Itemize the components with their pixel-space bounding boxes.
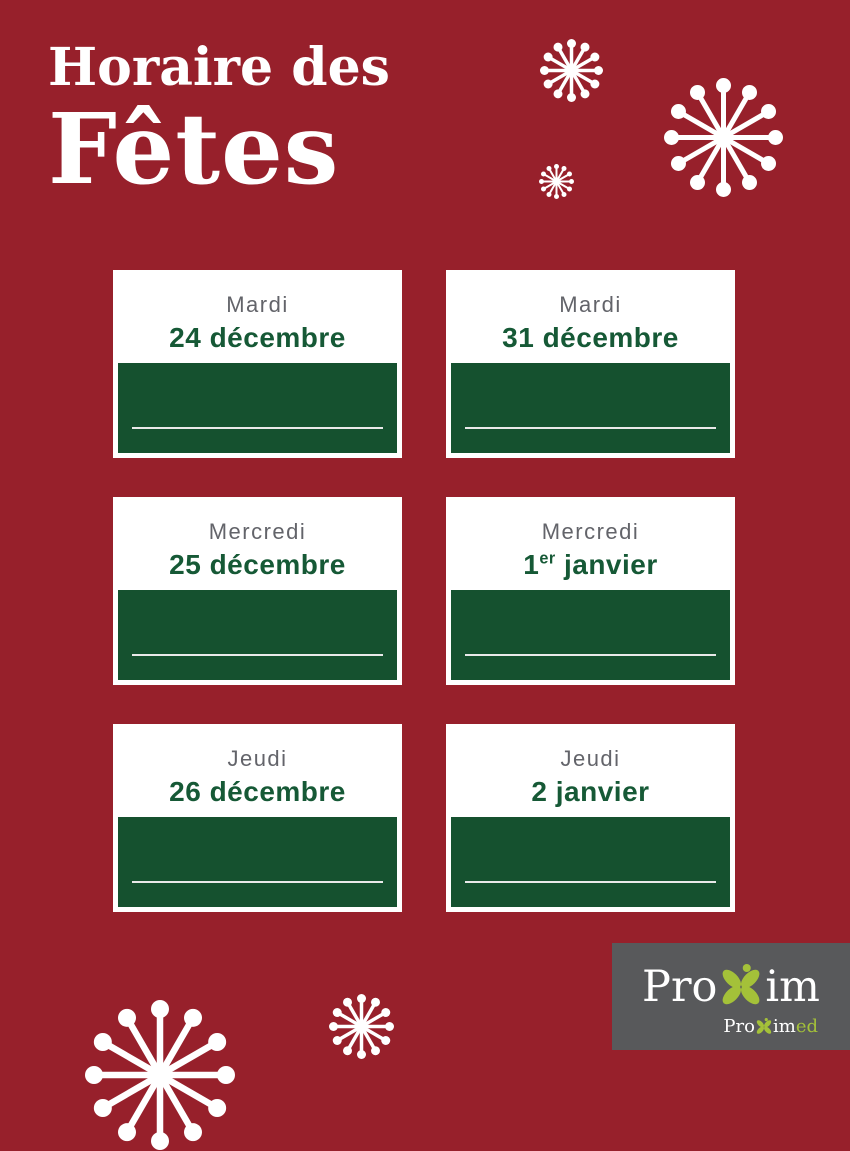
- date-label: 1er janvier: [523, 549, 658, 580]
- logo-text-pre: Pro: [642, 962, 718, 1012]
- hours-blank-line: [132, 427, 383, 429]
- sub-logo-text-mid: im: [772, 1016, 796, 1037]
- logo-text-post: im: [765, 962, 820, 1012]
- date-label: 2 janvier: [531, 776, 650, 807]
- schedule-card: [113, 497, 402, 685]
- proximed-flower-icon: [755, 1018, 773, 1036]
- snowflake-icon: [663, 77, 784, 198]
- sub-logo-text-suffix: ed: [795, 1016, 818, 1037]
- proxim-flower-icon: [718, 964, 764, 1010]
- sub-logo-text-pre: Pro: [723, 1016, 755, 1037]
- date-label: 31 décembre: [502, 322, 679, 353]
- proximed-logo: [723, 1014, 818, 1038]
- day-label: Jeudi: [227, 746, 288, 771]
- day-label: Mercredi: [541, 519, 640, 544]
- day-label: Mardi: [226, 292, 289, 317]
- title-line-2: Fêtes: [48, 92, 340, 206]
- hours-panel: [451, 817, 730, 907]
- logo-box: [612, 943, 850, 1050]
- hours-blank-line: [465, 881, 716, 883]
- schedule-card: [113, 270, 402, 458]
- hours-blank-line: [465, 654, 716, 656]
- snowflake-icon: [538, 163, 575, 200]
- date-label: 26 décembre: [169, 776, 346, 807]
- hours-panel: [118, 363, 397, 453]
- hours-blank-line: [465, 427, 716, 429]
- schedule-card: [446, 270, 735, 458]
- schedule-card: [113, 724, 402, 912]
- hours-panel: [118, 590, 397, 680]
- hours-panel: [451, 590, 730, 680]
- snowflake-icon: [328, 993, 395, 1060]
- schedule-card: [446, 497, 735, 685]
- hours-panel: [118, 817, 397, 907]
- hours-blank-line: [132, 654, 383, 656]
- title-line-1: Horaire des: [48, 37, 390, 98]
- day-label: Jeudi: [560, 746, 621, 771]
- day-label: Mercredi: [208, 519, 307, 544]
- page-title: [48, 37, 390, 206]
- hours-panel: [451, 363, 730, 453]
- snowflake-icon: [84, 999, 236, 1151]
- proxim-logo: [612, 955, 850, 1013]
- hours-blank-line: [132, 881, 383, 883]
- snowflake-icon: [539, 38, 604, 103]
- date-label: 24 décembre: [169, 322, 346, 353]
- day-label: Mardi: [559, 292, 622, 317]
- date-label: 25 décembre: [169, 549, 346, 580]
- schedule-card: [446, 724, 735, 912]
